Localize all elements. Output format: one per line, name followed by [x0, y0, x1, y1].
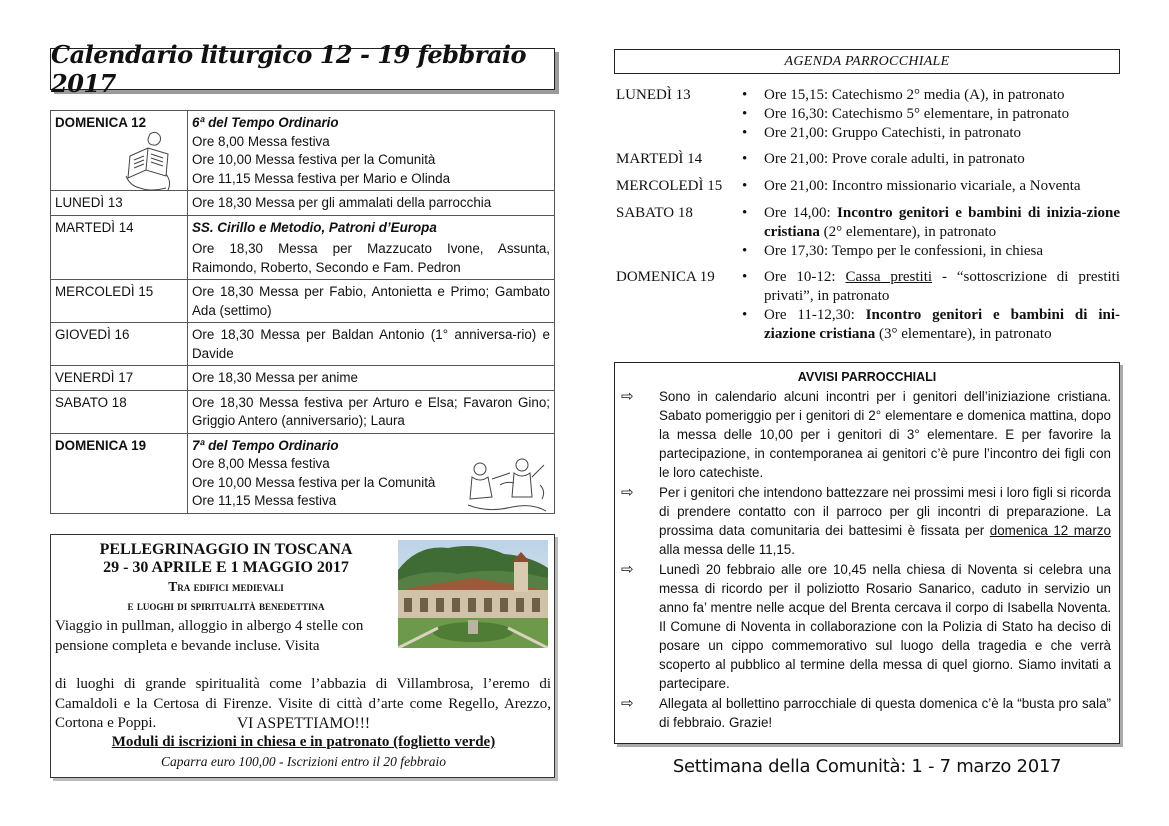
pilgrimage-title: PELLEGRINAGGIO IN TOSCANA — [99, 541, 353, 558]
agenda-item — [764, 306, 1120, 344]
agenda-title: AGENDA PARROCCHIALE — [614, 49, 1120, 74]
table-row — [51, 390, 555, 433]
community-week-footer: Settimana della Comunità: 1 - 7 marzo 2017 — [672, 756, 1062, 777]
notices-title: AVVISI PARROCCHIALI — [797, 370, 937, 384]
pilgrimage-description-cont: di luoghi di grande spiritualità come l’abbazia di Villambrosa, l’eremo di Camaldoli e la Certosa di Firenze. Visite di città d’arte come Regello, Arezzo, Cortona e Poppi. — [55, 676, 551, 731]
notice-item — [615, 560, 1119, 693]
day-cell: LUNEDÌ 13 — [51, 191, 188, 216]
day-cell: SABATO 18 — [51, 390, 188, 433]
mass-line: Ore 11,15 Messa festiva per Mario e Olinda — [192, 170, 451, 186]
agenda-day — [616, 86, 1120, 142]
agenda-item: • Ore 16,30: Catechismo 5° elementare, in patronato — [764, 105, 1120, 124]
agenda-item-detail: (3° elementare), in patronato — [875, 325, 1052, 342]
mass-cell: Ore 18,30 Messa festiva per Arturo e Elsa; Favaron Gino; Griggio Antero (anniversario); Laura — [188, 390, 555, 433]
table-row — [51, 191, 555, 216]
feast-label: 7ª del Tempo Ordinario — [192, 437, 339, 453]
mass-cell: Ore 18,30 Messa per Baldan Antonio (1° anniversa-rio) e Davide — [188, 323, 555, 366]
agenda-day — [616, 177, 1120, 196]
notice-text: Allegata al bollettino parrocchiale di questa domenica c’è la “busta pro sala” di febbraio. Grazie! — [659, 696, 1111, 730]
table-row — [51, 366, 555, 391]
bible-reading-sketch-icon — [120, 128, 180, 194]
mass-line: Ore 10,00 Messa festiva per la Comunità — [192, 474, 436, 490]
notices-box — [614, 362, 1120, 744]
day-cell: GIOVEDÌ 16 — [51, 323, 188, 366]
agenda-item-highlight: Incontro genitori e bambini di ini-ziazione cristiana — [764, 306, 1120, 342]
pilgrimage-box — [50, 534, 555, 778]
pilgrimage-dates: 29 - 30 APRILE E 1 MAGGIO 2017 — [103, 559, 349, 576]
agenda-day — [616, 204, 1120, 260]
day-cell: DOMENICA 12 — [51, 111, 188, 191]
mass-line: Ore 18,30 Messa per Mazzucato Ivone, Assunta, Raimondo, Roberto, Secondo e Fam. Pedron — [192, 241, 550, 275]
mass-cell — [188, 111, 555, 191]
agenda-item-highlight: Incontro genitori e bambini di inizia-zione cristiana — [764, 204, 1120, 240]
mass-cell: Ore 18,30 Messa per anime — [188, 366, 555, 391]
pilgrimage-description: Viaggio in pullman, alloggio in albergo 4 stelle con pensione completa e bevande incluse. Visita — [55, 618, 364, 654]
monastery-cloister-photo — [398, 540, 548, 648]
mass-line: Ore 8,00 Messa festiva — [192, 456, 330, 471]
calendar-title-box — [50, 40, 555, 98]
agenda-item-detail: (2° elementare), in patronato — [819, 223, 997, 240]
pilgrimage-forms: Moduli di iscrizioni in chiesa e in patronato (foglietto verde) — [111, 734, 496, 750]
notice-text: alla messa delle 11,15. — [659, 542, 795, 557]
agenda-item — [764, 204, 1120, 242]
mass-cell — [188, 215, 555, 280]
notice-item — [615, 387, 1119, 482]
agenda-item: • Ore 21,00: Gruppo Catechisti, in patronato — [764, 124, 1120, 143]
agenda-day-label: MERCOLEDÌ 15 — [616, 178, 723, 195]
agenda-item: • Ore 15,15: Catechismo 2° media (A), in patronato — [764, 86, 1120, 105]
agenda-item-time: Ore 11-12,30: — [764, 306, 866, 323]
agenda-item: • Ore 21,00: Prove corale adulti, in patronato — [764, 150, 1120, 169]
notice-item — [615, 694, 1119, 732]
pilgrimage-welcome: VI ASPETTIAMO!!! — [236, 715, 371, 732]
agenda-day-label: SABATO 18 — [616, 204, 693, 221]
agenda-item: • Ore 21,00: Incontro missionario vicariale, a Noventa — [764, 177, 1120, 196]
arrow-right-icon: ⇨ — [621, 695, 634, 712]
agenda-day — [616, 150, 1120, 169]
notice-item — [615, 483, 1119, 559]
calendar-title: Calendario liturgico 12 - 19 febbraio 2017 — [51, 40, 527, 98]
mass-line: Ore 8,00 Messa festiva — [192, 133, 330, 149]
agenda-item-time: Ore 10-12: — [764, 269, 846, 286]
agenda-item-highlight: Cassa prestiti — [845, 269, 933, 286]
agenda-item — [764, 268, 1120, 306]
agenda-item-time: Ore 14,00: — [764, 204, 838, 221]
day-cell: MARTEDÌ 14 — [51, 215, 188, 280]
day-cell: DOMENICA 19 — [51, 433, 188, 513]
day-cell: MERCOLEDÌ 15 — [51, 280, 188, 323]
pilgrimage-subtitle: e luoghi di spiritualità benedettina — [127, 598, 325, 613]
arrow-right-icon: ⇨ — [621, 561, 634, 578]
table-row — [51, 215, 555, 280]
table-row — [51, 280, 555, 323]
mass-cell: Ore 18,30 Messa per gli ammalati della parrocchia — [188, 191, 555, 216]
mass-cell: Ore 18,30 Messa per Fabio, Antonietta e Primo; Gambato Ada (settimo) — [188, 280, 555, 323]
agenda-day-label: LUNEDÌ 13 — [616, 87, 691, 103]
agenda-item: • Ore 17,30: Tempo per le confessioni, in chiesa — [764, 242, 1120, 261]
agenda-day-label: MARTEDÌ 14 — [616, 151, 703, 168]
pilgrimage-subtitle: Tra edifici medievali — [168, 579, 284, 594]
people-dialogue-sketch-icon — [462, 455, 552, 515]
notice-text: Lunedì 20 febbraio alle ore 10,45 nella chiesa di Noventa si celebra una messa di ricordo per il poliziotto Rosario Sanarico, caduto in servizio un anno fa’ mentre nelle acque del Brenta cercava il corpo di Isabella Noventa. Il Comune di Noventa in collaborazione con la Polizia di Stato ha deciso di posare un cippo commemorativo sul luogo della tragedia e che verrà scoperto al pubblico al termine della messa di quel giorno. Siamo invitati a partecipare. — [659, 562, 1111, 691]
feast-label: SS. Cirillo e Metodio, Patroni d’Europa — [192, 219, 437, 235]
agenda-item-detail: - “sottoscrizione di prestiti privati”, in patronato — [764, 269, 1121, 305]
agenda-day-label: DOMENICA 19 — [616, 269, 715, 286]
day-cell: VENERDÌ 17 — [51, 366, 188, 391]
agenda-day — [616, 268, 1120, 343]
arrow-right-icon: ⇨ — [621, 484, 634, 501]
mass-line: Ore 11,15 Messa festiva — [192, 493, 337, 508]
pilgrimage-deposit: Caparra euro 100,00 - Iscrizioni entro il 20 febbraio — [160, 754, 447, 769]
table-row — [51, 323, 555, 366]
notice-text: Sono in calendario alcuni incontri per i genitori dell’iniziazione cristiana. Sabato pomeriggio per i genitori di 2° elementare e domenica mattina, dopo la messa delle 10,00 per i genitori di 3° elementare. E per favorire la partecipazione, in contemporanea ai genitori c’è pure l’incontro dei figli con le loro catechiste. — [659, 389, 1111, 480]
notice-text: Per i genitori che intendono battezzare nei prossimi mesi i loro figli si ricorda di prendere contatto con il parroco per gli incontri di preparazione. La prossima data comunitaria dei battesimi è fissata per — [659, 485, 1111, 538]
arrow-right-icon: ⇨ — [621, 388, 634, 405]
feast-label: 6ª del Tempo Ordinario — [192, 115, 339, 130]
notice-date: domenica 12 marzo — [989, 523, 1111, 538]
agenda-list — [616, 86, 1120, 344]
mass-line: Ore 10,00 Messa festiva per la Comunità — [192, 152, 436, 167]
